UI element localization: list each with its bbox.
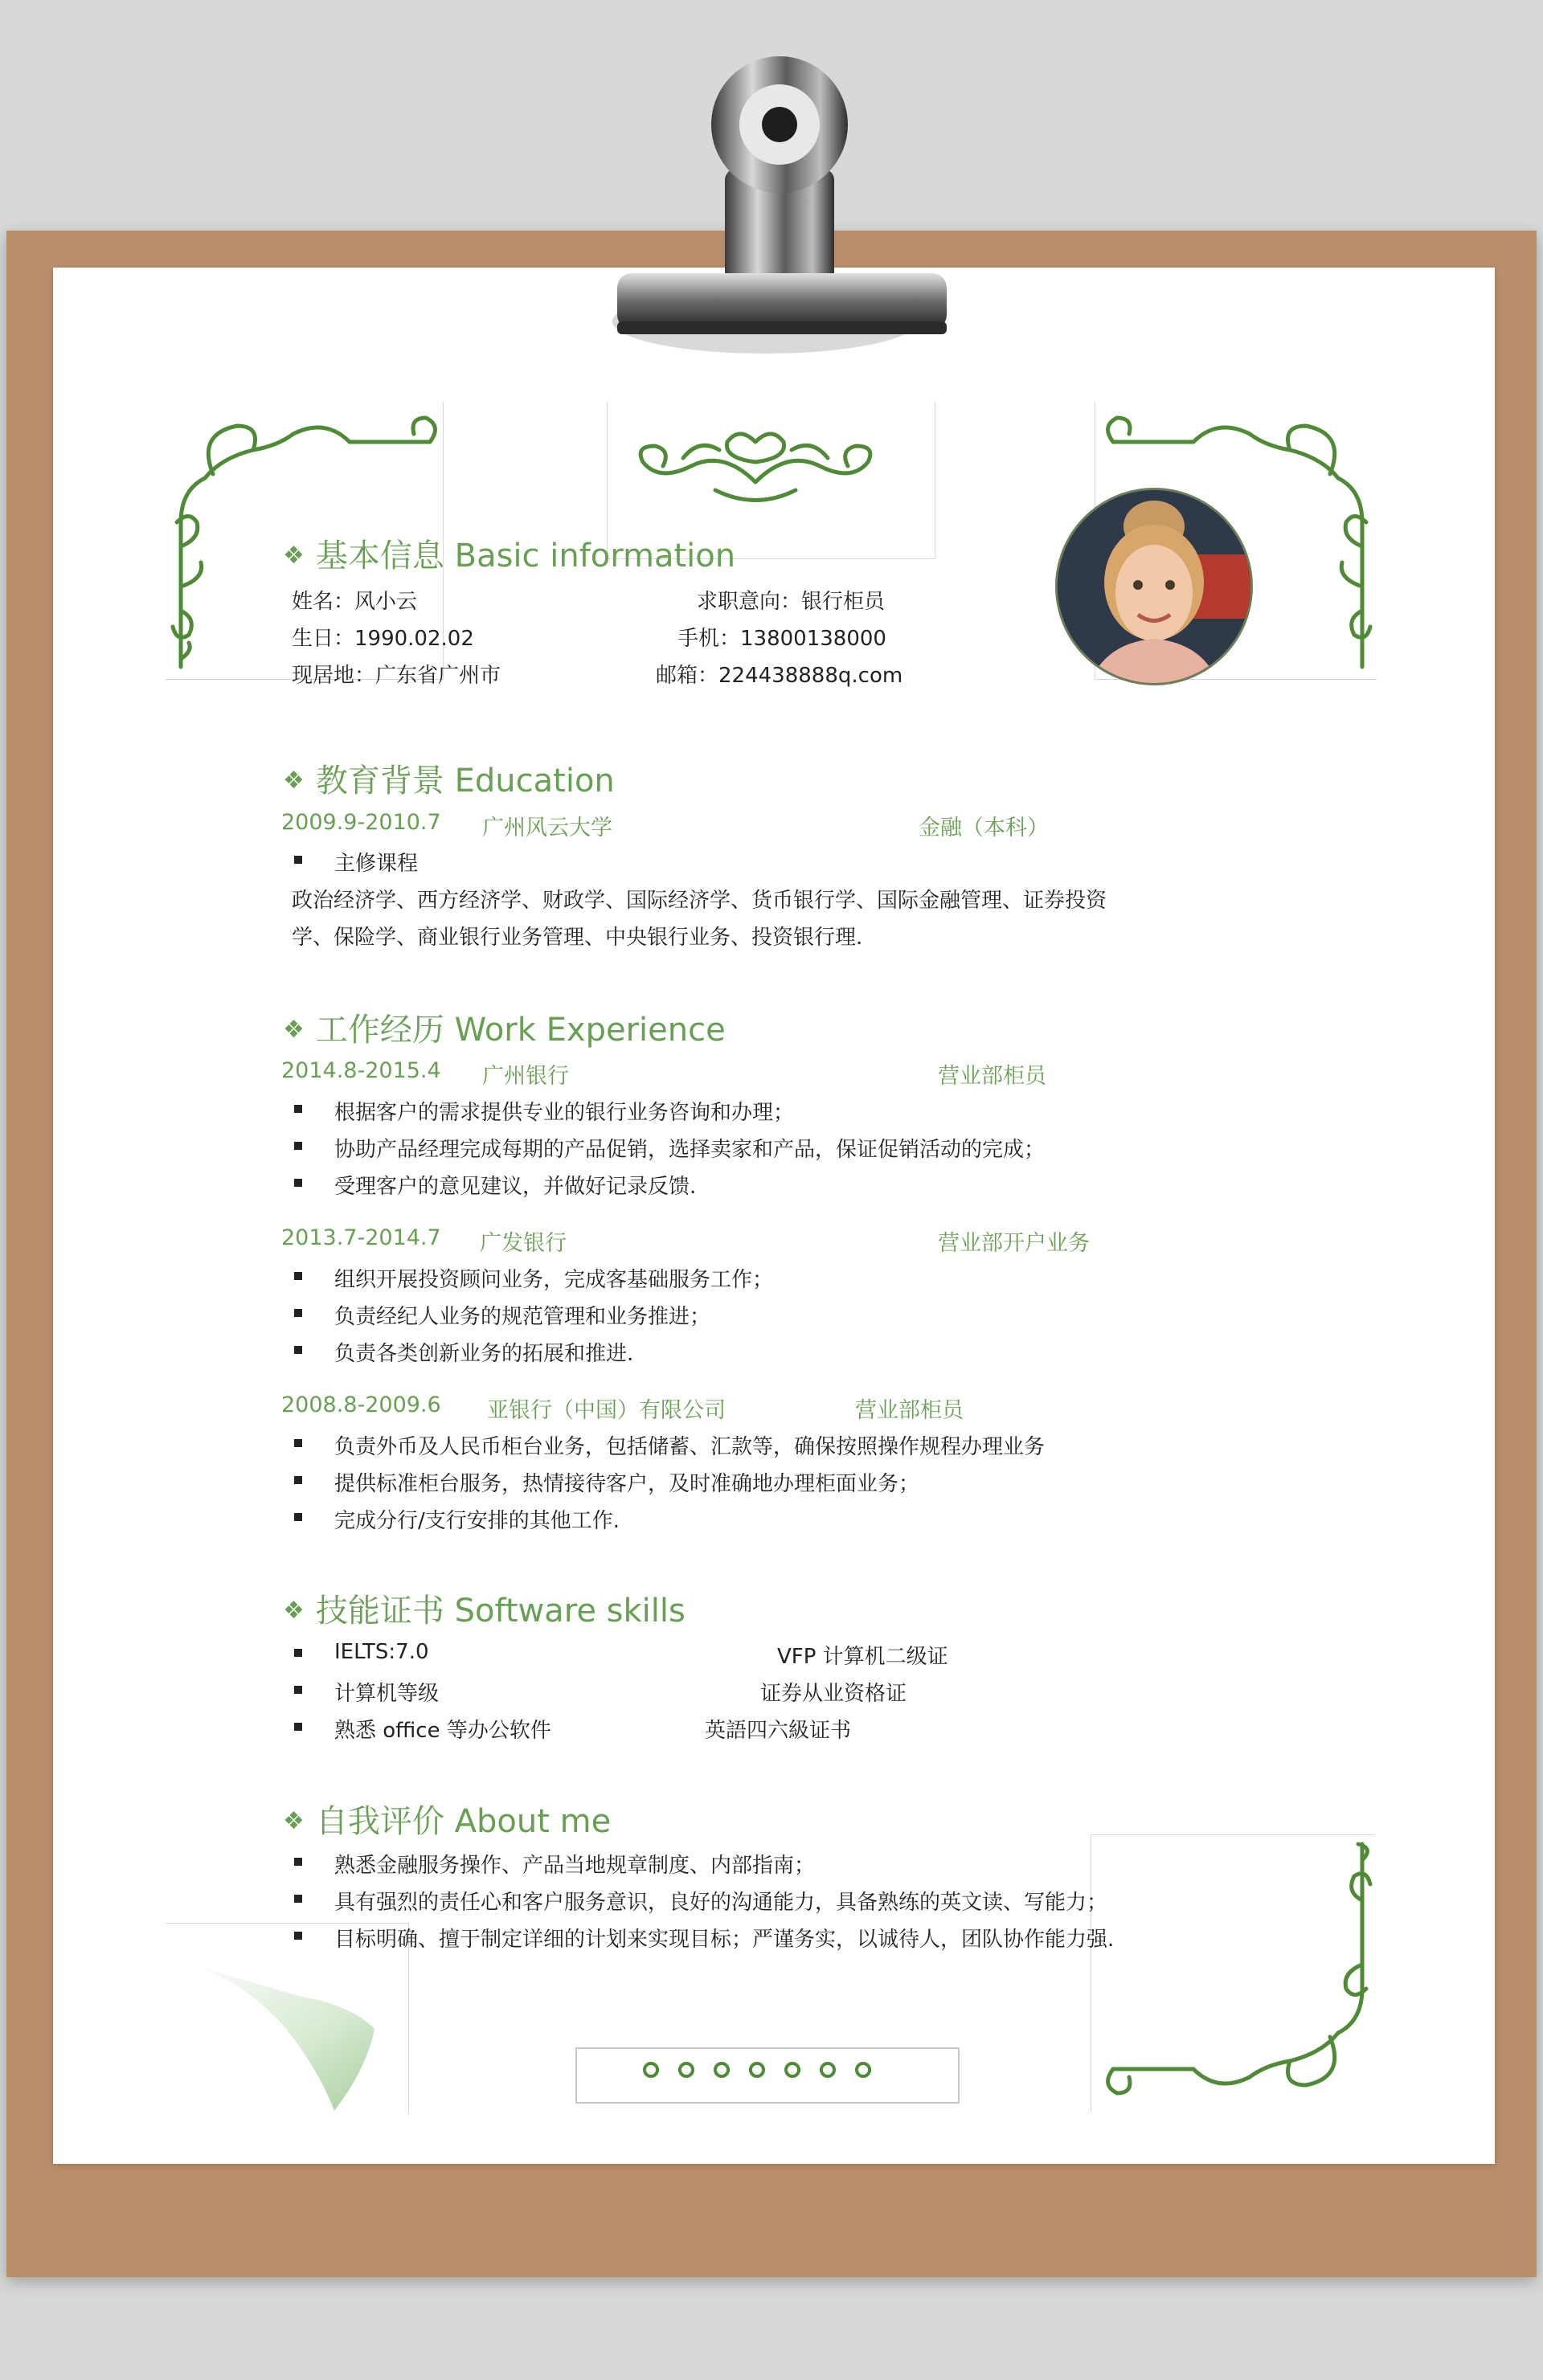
square-bullet-icon <box>294 1439 302 1447</box>
job-item: 根据客户的需求提供专业的银行业务咨询和办理； <box>334 1101 795 1125</box>
edu-major: 金融（本科） <box>919 816 1049 840</box>
skill-item: 计算机等级 <box>334 1682 440 1706</box>
square-bullet-icon <box>294 1858 302 1866</box>
square-bullet-icon <box>294 1105 302 1113</box>
flourish-bottom-right-icon <box>1097 1836 1378 2109</box>
edu-period: 2009.9-2010.7 <box>281 810 441 835</box>
section-title-work <box>283 1004 726 1050</box>
title-en: About me <box>454 1803 612 1840</box>
phone-field: 手机：13800138000 <box>677 627 886 651</box>
title-en: Work Experience <box>454 1012 726 1049</box>
flourish-center-icon <box>627 418 884 506</box>
title-cn: 自我评价 <box>315 1803 444 1840</box>
diamond-bullet-icon: ❖ <box>283 767 305 795</box>
job-item: 受理客户的意见建议，并做好记录反馈. <box>334 1175 697 1199</box>
square-bullet-icon <box>294 1932 302 1940</box>
job-item: 负责各类创新业务的拓展和推进. <box>334 1342 634 1366</box>
about-item: 目标明确、擅于制定详细的计划来实现目标；严谨务实，以诚待人，团队协作能力强. <box>334 1928 1115 1952</box>
title-en: Software skills <box>454 1593 686 1630</box>
diamond-bullet-icon: ❖ <box>283 1807 305 1835</box>
square-bullet-icon <box>294 1476 302 1484</box>
job-item: 组织开展投资顾问业务，完成客基础服务工作； <box>334 1268 774 1292</box>
birth-field: 生日：1990.02.02 <box>292 627 474 651</box>
section-title-education <box>283 755 615 801</box>
square-bullet-icon <box>294 1142 302 1150</box>
skill-item: 熟悉 office 等办公软件 <box>334 1719 551 1743</box>
dots-icon <box>577 2049 958 2102</box>
job-period: 2013.7-2014.7 <box>281 1225 441 1250</box>
diamond-bullet-icon: ❖ <box>283 542 305 570</box>
square-bullet-icon <box>294 1179 302 1187</box>
title-cn: 技能证书 <box>315 1593 444 1630</box>
diamond-bullet-icon: ❖ <box>283 1597 305 1625</box>
square-bullet-icon <box>294 1895 302 1903</box>
about-item: 熟悉金融服务操作、产品当地规章制度、内部指南； <box>334 1854 816 1878</box>
job-item: 负责经纪人业务的规范管理和业务推进； <box>334 1305 711 1329</box>
decorative-dots-box <box>575 2047 960 2104</box>
job-item: 协助产品经理完成每期的产品促销，选择卖家和产品，保证促销活动的完成； <box>334 1138 1046 1162</box>
skill-item: VFP 计算机二级证 <box>777 1645 948 1669</box>
square-bullet-icon <box>294 1346 302 1354</box>
title-en: Basic information <box>454 538 736 575</box>
job-item: 提供标准柜台服务，热情接待客户，及时准确地办理柜面业务； <box>334 1472 920 1496</box>
about-item: 具有强烈的责任心和客户服务意识，良好的沟通能力，具备熟练的英文读、写能力； <box>334 1891 1108 1915</box>
name-field: 姓名：风小云 <box>292 590 418 614</box>
course-line: 学、保险学、商业银行业务管理、中央银行业务、投资银行理. <box>292 926 863 950</box>
skill-item: 证券从业资格证 <box>760 1682 907 1706</box>
title-cn: 教育背景 <box>315 763 444 799</box>
job-position: 营业部柜员 <box>938 1064 1046 1089</box>
skill-item: 英語四六級证书 <box>705 1719 852 1743</box>
course-label: 主修课程 <box>334 852 419 876</box>
skill-item: IELTS:7.0 <box>334 1640 429 1664</box>
intent-field: 求职意向：银行柜员 <box>697 590 886 614</box>
job-period: 2008.8-2009.6 <box>281 1392 441 1417</box>
square-bullet-icon <box>294 856 302 864</box>
square-bullet-icon <box>294 1686 302 1694</box>
location-field: 现居地：广东省广州市 <box>292 664 501 688</box>
job-company: 广州银行 <box>482 1064 569 1089</box>
title-cn: 工作经历 <box>315 1012 444 1049</box>
job-period: 2014.8-2015.4 <box>281 1058 441 1083</box>
diamond-bullet-icon: ❖ <box>283 1016 305 1044</box>
job-item: 负责外币及人民币柜台业务，包括储蓄、汇款等，确保按照操作规程办理业务 <box>334 1435 1046 1459</box>
edu-school: 广州风云大学 <box>482 816 612 840</box>
course-line: 政治经济学、西方经济学、财政学、国际经济学、货币银行学、国际金融管理、证券投资 <box>292 889 1107 913</box>
section-title-skills <box>283 1585 686 1631</box>
binder-clip-icon <box>579 48 948 370</box>
square-bullet-icon <box>294 1723 302 1731</box>
square-bullet-icon <box>294 1272 302 1280</box>
portrait-icon <box>1058 490 1250 683</box>
section-title-about <box>283 1796 611 1842</box>
square-bullet-icon <box>294 1649 302 1657</box>
job-company: 广发银行 <box>480 1231 567 1256</box>
job-position: 营业部开户业务 <box>938 1231 1090 1256</box>
title-cn: 基本信息 <box>315 538 444 575</box>
title-en: Education <box>454 763 615 799</box>
square-bullet-icon <box>294 1309 302 1317</box>
email-field: 邮箱：224438888q.com <box>656 664 903 688</box>
job-position: 营业部柜员 <box>855 1398 964 1423</box>
square-bullet-icon <box>294 1513 302 1521</box>
job-company: 亚银行（中国）有限公司 <box>487 1398 726 1423</box>
avatar <box>1055 488 1253 685</box>
section-title-basic <box>283 530 735 576</box>
job-item: 完成分行/支行安排的其他工作. <box>334 1509 620 1533</box>
